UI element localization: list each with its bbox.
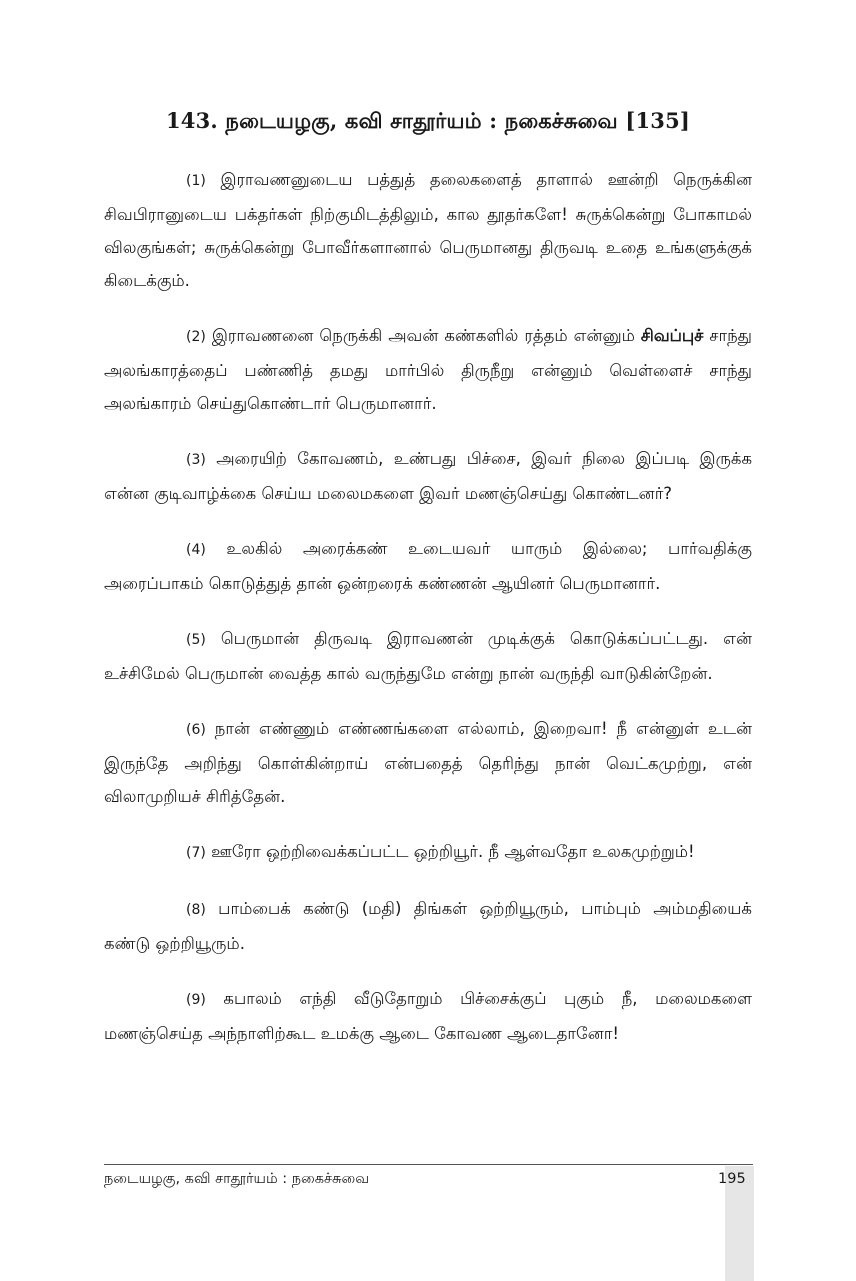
- paragraph-3: [104, 442, 752, 510]
- paragraph-number: (7): [186, 845, 206, 861]
- paragraph-number: (1): [186, 173, 206, 189]
- paragraph-text: பெருமான் திருவடி இராவணன் முடிக்குக் கொடுக்கப்பட்டது. என் உச்சிமேல் பெருமான் வைத்த கால் வருந்துமே என்று நான் வருந்தி வாடுகின்றேன்.: [104, 629, 752, 683]
- body-text: [104, 163, 752, 1072]
- page-number: 195: [718, 1171, 746, 1187]
- paragraph-8: [104, 892, 752, 960]
- paragraph-6: [104, 712, 752, 813]
- paragraph-text: அரையிற் கோவணம், உண்பது பிச்சை, இவர் நிலை இப்படி இருக்க என்ன குடிவாழ்க்கை செய்ய மலைமகளை இவர் மணஞ்செய்து கொண்டனர்?: [104, 449, 752, 503]
- paragraph-5: [104, 622, 752, 690]
- paragraph-text: நான் எண்ணும் எண்ணங்களை எல்லாம், இறைவா! நீ என்னுள் உடன் இருந்தே அறிந்து கொள்கின்றாய் என்பதைத் தெரிந்து நான் வெட்கமுற்று, என் விலாமுறியச் சிரித்தேன்.: [104, 719, 752, 806]
- paragraph-number: (6): [186, 722, 206, 738]
- bold-word: சிவப்புச்: [640, 326, 704, 345]
- paragraph-text: ஊரோ ஒற்றிவைக்கப்பட்ட ஒற்றியூர். நீ ஆள்வதோ உலகமுற்றும்!: [205, 842, 695, 861]
- paragraph-7: [104, 835, 752, 870]
- section-title: 143. நடையழகு, கவி சாதூர்யம் : நகைச்சுவை [135]: [165, 108, 691, 133]
- paragraph-text: சாந்து அலங்காரத்தைப் பண்ணித் தமது மார்பில் திருநீறு என்னும் வெள்ளைச் சாந்து அலங்காரம் செய்துகொண்டார் பெருமானார்.: [104, 326, 752, 413]
- paragraph-number: (4): [186, 542, 206, 558]
- paragraph-number: (3): [186, 452, 206, 468]
- paragraph-number: (8): [186, 902, 206, 918]
- paragraph-9: [104, 982, 752, 1050]
- paragraph-1: [104, 163, 752, 297]
- running-footer-title: நடையழகு, கவி சாதூர்யம் : நகைச்சுவை: [104, 1171, 370, 1187]
- paragraph-number: (5): [186, 632, 206, 648]
- paragraph-text: பாம்பைக் கண்டு (மதி) திங்கள் ஒற்றியூரும், பாம்பும் அம்மதியைக் கண்டு ஒற்றியூரும்.: [104, 899, 752, 953]
- footer-divider: [104, 1164, 753, 1165]
- paragraph-text: உலகில் அரைக்கண் உடையவர் யாரும் இல்லை; பார்வதிக்கு அரைப்பாகம் கொடுத்துத் தான் ஒன்றரைக் கண்ணன் ஆயினர் பெருமானார்.: [104, 539, 752, 593]
- paragraph-number: (9): [186, 992, 206, 1008]
- paragraph-4: [104, 532, 752, 600]
- paragraph-text: இராவணனை நெருக்கி அவன் கண்களில் ரத்தம் என்னும்: [205, 326, 641, 345]
- paragraph-2: [104, 319, 752, 420]
- paragraph-text: இராவணனுடைய பத்துத் தலைகளைத் தாளால் ஊன்றி நெருக்கின சிவபிரானுடைய பக்தர்கள் நிற்குமிடத்திலும், கால தூதர்களே! சுருக்கென்று போகாமல் விலகுங்கள்; சுருக்கென்று போவீர்களானால் பெருமானது திருவடி உதை உங்களுக்குக் கிடைக்கும்.: [104, 170, 752, 290]
- paragraph-text: கபாலம் எந்தி வீடுதோறும் பிச்சைக்குப் புகும் நீ, மலைமகளை மணஞ்செய்த அந்நாளிற்கூட உமக்கு ஆடை கோவண ஆடைதானோ!: [104, 989, 752, 1043]
- paragraph-number: (2): [186, 329, 206, 345]
